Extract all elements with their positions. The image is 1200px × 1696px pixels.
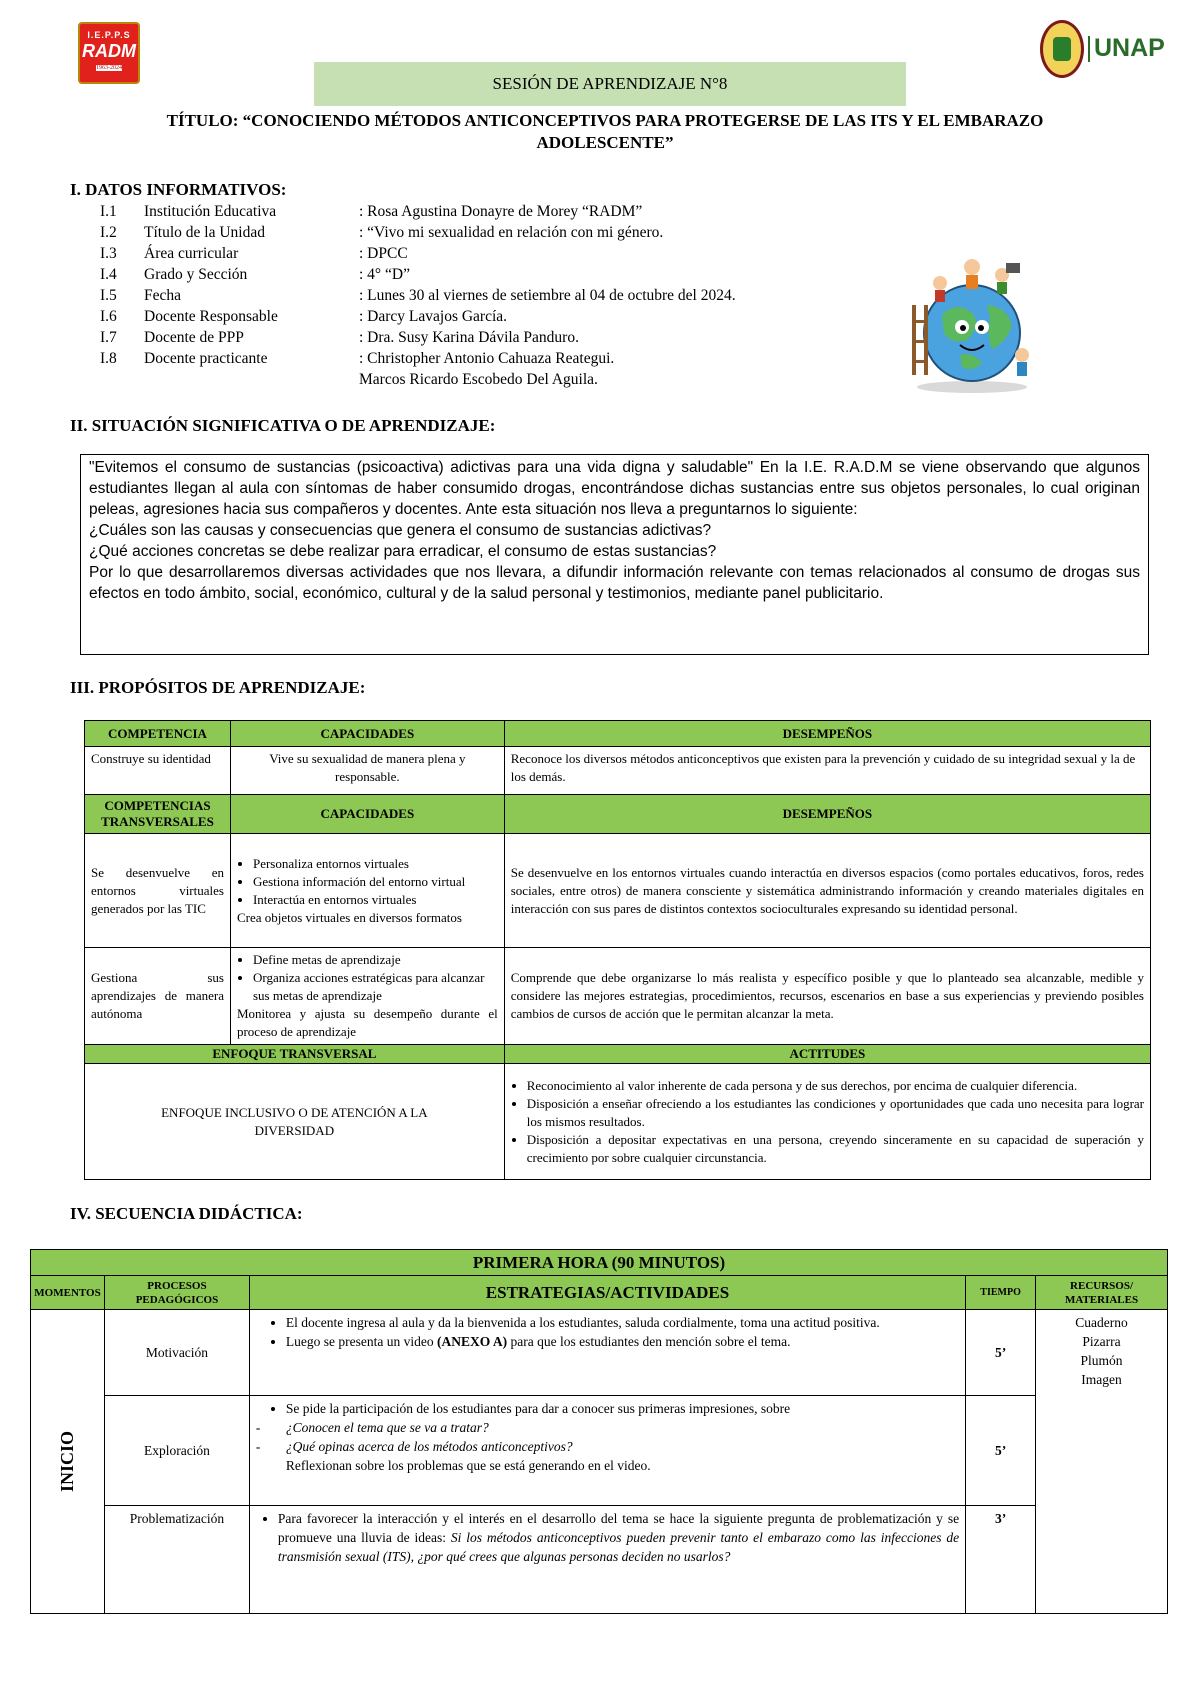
info-value: : Christopher Antonio Cahuaza Reategui. <box>359 350 615 367</box>
capacidades-autonoma-cell <box>230 948 504 1045</box>
info-label: Docente Responsable <box>144 308 278 325</box>
info-label: Título de la Unidad <box>144 224 265 241</box>
resource-item: Cuaderno <box>1075 1315 1128 1330</box>
section-heading-propositos: III. PROPÓSITOS DE APRENDIZAJE: <box>70 678 366 697</box>
time-motivacion: 5’ <box>966 1310 1036 1396</box>
info-list <box>100 201 736 390</box>
question-text: ¿Conocen el tema que se va a tratar? <box>285 1420 489 1435</box>
info-value: : “Vivo mi sexualidad en relación con mi género. <box>359 224 664 241</box>
info-row <box>100 243 736 264</box>
competencia-tic-cell: Se desenvuelve en entornos virtuales generados por las TIC <box>85 834 231 948</box>
process-problematizacion: Problematización <box>104 1506 249 1614</box>
info-row <box>100 369 736 390</box>
activity-item <box>286 1332 959 1351</box>
header-momentos: MOMENTOS <box>31 1276 105 1310</box>
desempeno-autonoma-cell: Comprende que debe organizarse lo más realista y específico posible y que lo planteado sea alcanzable, medible y considere las mejores estrategias, procedimientos, recursos, escenarios en base a sus experiencias y previendo posibles cambios de cursos de acción que le permitan alcanzar la meta. <box>504 948 1150 1045</box>
resource-item: Pizarra <box>1082 1334 1121 1349</box>
situation-closing: Por lo que desarrollaremos diversas actividades que nos llevara, a difundir información relevante con temas relacionados al consumo de drogas sus efectos en todo ámbito, social, económico, cultural y de la salud personal y testimonios, mediante panel publicitario. <box>89 564 1140 602</box>
header-competencia: COMPETENCIA <box>85 721 231 747</box>
actitud-item: • Disposición a enseñar ofreciendo a los estudiantes las condiciones y oportunidades que cada uno necesita para lograr los mismos resultados. <box>527 1095 1144 1131</box>
actitudes-cell <box>504 1064 1150 1180</box>
university-logo-text: UNAP <box>1094 34 1165 62</box>
info-value: Marcos Ricardo Escobedo Del Aguila. <box>359 371 598 388</box>
activity-item <box>278 1509 959 1566</box>
header-capacidades-2: CAPACIDADES <box>230 795 504 834</box>
info-row <box>100 264 736 285</box>
purposes-table <box>84 720 1151 1180</box>
time-exploracion: 5’ <box>966 1396 1036 1506</box>
info-number: I.8 <box>100 350 117 367</box>
header-recursos: RECURSOS/ MATERIALES <box>1036 1276 1168 1310</box>
info-row <box>100 201 736 222</box>
info-row <box>100 285 736 306</box>
hour-title: PRIMERA HORA (90 MINUTOS) <box>31 1250 1168 1276</box>
activity-item: • Se pide la participación de los estudiantes para dar a conocer sus primeras impresiones, sobre <box>286 1399 959 1418</box>
competencia-cell: Construye su identidad <box>85 747 231 795</box>
moment-inicio: INICIO <box>56 1430 77 1492</box>
activity-text: Luego se presenta un video <box>285 1334 437 1349</box>
university-logo <box>1040 20 1170 80</box>
info-label: Grado y Sección <box>144 266 248 283</box>
desempeno-cell: Reconoce los diversos métodos anticonceptivos que existen para la prevención y cuidado de su integridad sexual y la de los demás. <box>504 747 1150 795</box>
info-row <box>100 348 736 369</box>
header-enfoque-transversal: ENFOQUE TRANSVERSAL <box>85 1045 505 1064</box>
info-label: Fecha <box>144 287 182 304</box>
school-logo <box>78 22 140 84</box>
activity-item: • El docente ingresa al aula y da la bienvenida a los estudiantes, saluda cordialmente, toma una actitud positiva. <box>286 1313 959 1332</box>
info-value: : Darcy Lavajos García. <box>359 308 508 325</box>
resource-item: Imagen <box>1081 1372 1122 1387</box>
sequence-table <box>30 1249 1168 1614</box>
capacidad-item: • Personaliza entornos virtuales <box>253 855 498 873</box>
header-desempenos: DESEMPEÑOS <box>504 721 1150 747</box>
info-label: Institución Educativa <box>144 203 277 220</box>
session-title-banner: SESIÓN DE APRENDIZAJE N°8 <box>314 62 906 106</box>
header-estrategias: ESTRATEGIAS/ACTIVIDADES <box>249 1276 965 1310</box>
process-motivacion: Motivación <box>104 1310 249 1396</box>
capacidad-item: • Interactúa en entornos virtuales <box>253 891 498 909</box>
problematizacion-activities <box>249 1506 965 1614</box>
resource-item: Plumón <box>1080 1353 1123 1368</box>
actitud-item: • Reconocimiento al valor inherente de cada persona y de sus derechos, por encima de cualquier diferencia. <box>527 1077 1144 1095</box>
info-number: I.5 <box>100 287 117 304</box>
question-text: ¿Qué opinas acerca de los métodos anticonceptivos? <box>285 1439 573 1454</box>
section-heading-secuencia: IV. SECUENCIA DIDÁCTICA: <box>70 1204 303 1223</box>
school-logo-bottom: 1963-2024 <box>96 65 122 71</box>
document-title <box>110 110 1100 154</box>
info-value: : 4° “D” <box>359 266 410 283</box>
situation-question-1: ¿Cuáles son las causas y consecuencias que genera el consumo de sustancias adictivas? <box>89 522 712 539</box>
competencia-autonoma-cell: Gestiona sus aprendizajes de manera autónoma <box>85 948 231 1045</box>
situation-paragraph: "Evitemos el consumo de sustancias (psicoactiva) adictivas para una vida digna y saludable" En la I.E. R.A.D.M se viene observando que algunos estudiantes llegan al aula con síntomas de haber consumido drogas, encontrándose dichas sustancias entre sus objetos personales, lo cual originan peleas, agresiones hacia sus compañeros y docentes. Ante esta situación nos lleva a preguntarnos lo siguiente: <box>89 459 1140 518</box>
info-number: I.3 <box>100 245 117 262</box>
info-number: I.7 <box>100 329 117 346</box>
situation-question-2: ¿Qué acciones concretas se debe realizar para erradicar, el consumo de estas sustancias? <box>89 543 717 560</box>
info-row <box>100 222 736 243</box>
capacidad-item: • Organiza acciones estratégicas para alcanzar sus metas de aprendizaje <box>253 969 498 1005</box>
info-value: : Rosa Agustina Donayre de Morey “RADM” <box>359 203 643 220</box>
capacidad-cell: Vive su sexualidad de manera plena y responsable. <box>230 747 504 795</box>
motivacion-activities <box>249 1310 965 1396</box>
activity-text: Para favorecer la interacción y el interés en el desarrollo del tema se hace la siguiente pregunta de problematización y se promueve una lluvia de ideas: <box>277 1511 960 1545</box>
desempeno-tic-cell: Se desenvuelve en los entornos virtuales cuando interactúa en diversos espacios (como portales educativos, foros, redes sociales, entre otros) de manera consciente y sistemática administrando información y creando materiales digitales en interacción con sus pares de distintos contextos socioculturales expresando su identidad personal. <box>504 834 1150 948</box>
resources-cell <box>1036 1310 1168 1614</box>
situation-box <box>80 454 1149 655</box>
school-logo-top: I.E.P.P.S <box>87 30 131 40</box>
info-row <box>100 306 736 327</box>
question-item: - ¿Conocen el tema que se va a tratar? <box>255 1420 489 1435</box>
info-label: Docente practicante <box>144 350 268 367</box>
header-capacidades: CAPACIDADES <box>230 721 504 747</box>
info-value: : Lunes 30 al viernes de setiembre al 04 de octubre del 2024. <box>359 287 736 304</box>
info-number: I.4 <box>100 266 117 283</box>
info-label <box>144 369 359 390</box>
reflection-text: Reflexionan sobre los problemas que se está generando en el video. <box>285 1458 651 1473</box>
header-competencias-transversales: COMPETENCIAS TRANSVERSALES <box>85 795 231 834</box>
title-line-1: TÍTULO: “CONOCIENDO MÉTODOS ANTICONCEPTIVOS PARA PROTEGERSE DE LAS ITS Y EL EMBARAZO <box>166 111 1044 130</box>
section-heading-datos: I. DATOS INFORMATIVOS: <box>70 180 287 199</box>
header-procesos: PROCESOS PEDAGÓGICOS <box>104 1276 249 1310</box>
capacidad-item: • Gestiona información del entorno virtual <box>253 873 498 891</box>
info-number: I.2 <box>100 224 117 241</box>
info-value: : DPCC <box>359 245 408 262</box>
activity-text: para que los estudiantes den mención sobre el tema. <box>507 1334 791 1349</box>
capacidad-extra: Monitorea y ajusta su desempeño durante el proceso de aprendizaje <box>236 1006 498 1039</box>
info-number <box>100 369 144 390</box>
problem-question: Si los métodos anticonceptivos pueden prevenir tanto el embarazo como las infecciones de transmisión sexual (ITS), ¿por qué crees que algunas personas deciden no usarlos? <box>277 1530 960 1564</box>
question-item: - ¿Qué opinas acerca de los métodos anticonceptivos? <box>255 1439 573 1454</box>
capacidad-item: • Define metas de aprendizaje <box>253 951 498 969</box>
title-line-2: ADOLESCENTE” <box>536 133 674 152</box>
info-number: I.1 <box>100 203 117 220</box>
time-problematizacion: 3’ <box>966 1506 1036 1614</box>
annex-reference: (ANEXO A) <box>436 1334 508 1349</box>
university-seal-icon <box>1040 20 1084 78</box>
info-number: I.6 <box>100 308 117 325</box>
school-logo-text: RADM <box>82 41 136 61</box>
header-desempenos-2: DESEMPEÑOS <box>504 795 1150 834</box>
header-actitudes: ACTITUDES <box>504 1045 1150 1064</box>
capacidades-tic-cell <box>230 834 504 948</box>
header-tiempo: TIEMPO <box>966 1276 1036 1310</box>
section-heading-situacion: II. SITUACIÓN SIGNIFICATIVA O DE APRENDIZAJE: <box>70 416 496 435</box>
info-value: : Dra. Susy Karina Dávila Panduro. <box>359 329 579 346</box>
capacidad-extra: Crea objetos virtuales en diversos formatos <box>236 909 462 925</box>
info-label: Docente de PPP <box>144 329 244 346</box>
process-exploracion: Exploración <box>104 1396 249 1506</box>
info-label: Área curricular <box>144 245 239 262</box>
actitud-item: • Disposición a depositar expectativas en una persona, creyendo sinceramente en su capacidad de superación y crecimiento por sobre cualquier circunstancia. <box>527 1131 1144 1167</box>
globe-illustration-icon <box>902 245 1042 395</box>
info-row <box>100 327 736 348</box>
moment-inicio-cell <box>31 1310 105 1614</box>
enfoque-cell: ENFOQUE INCLUSIVO O DE ATENCIÓN A LA DIVERSIDAD <box>85 1064 505 1180</box>
exploracion-activities <box>249 1396 965 1506</box>
